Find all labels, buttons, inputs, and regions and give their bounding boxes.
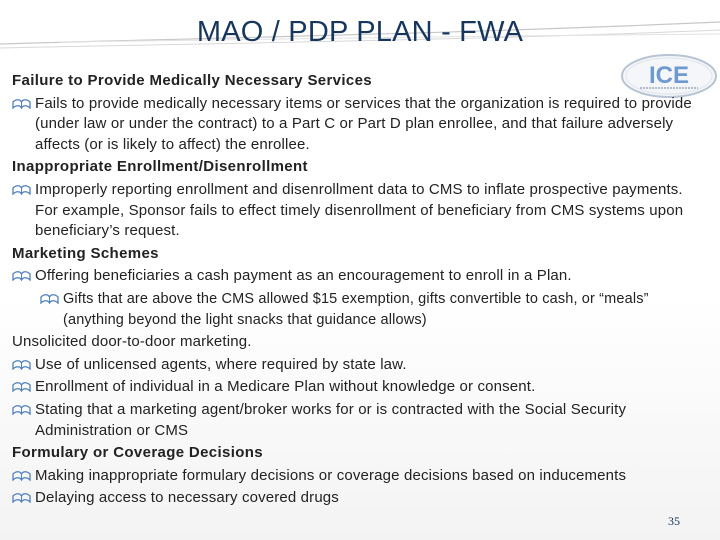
- book-bullet-icon: [12, 99, 31, 109]
- bullet-text: Delaying access to necessary covered drugs: [35, 489, 339, 507]
- bullet-text: Offering beneficiaries a cash payment as an encouragement to enroll in a Plan.: [35, 267, 572, 285]
- body-line: Unsolicited door-to-door marketing.: [12, 333, 252, 351]
- slide-body: [12, 70, 707, 511]
- bullet-text: Stating that a marketing agent/broker works for or is contracted with the Social Security Administration or CMS: [35, 400, 627, 439]
- bullet-item: [12, 400, 707, 441]
- book-bullet-icon: [12, 405, 31, 415]
- section-heading: Marketing Schemes: [12, 244, 159, 262]
- bullet-text: Enrollment of individual in a Medicare Plan without knowledge or consent.: [35, 378, 536, 396]
- bullet-item: [12, 466, 707, 487]
- bullet-item: [12, 355, 707, 376]
- logo-text: ICE: [648, 62, 690, 89]
- bullet-item: [12, 377, 707, 398]
- section-heading: Inappropriate Enrollment/Disenrollment: [12, 158, 308, 176]
- bullet-text: Making inappropriate formulary decisions or coverage decisions based on inducements: [35, 466, 627, 484]
- section-heading: Formulary or Coverage Decisions: [12, 444, 263, 462]
- bullet-item: [12, 266, 707, 287]
- book-bullet-icon: [12, 360, 31, 370]
- bullet-item: [12, 94, 707, 156]
- slide-title: MAO / PDP PLAN - FWA: [196, 16, 524, 48]
- bullet-text: Use of unlicensed agents, where required by state law.: [35, 355, 407, 373]
- section-heading: Failure to Provide Medically Necessary Services: [12, 72, 372, 89]
- bullet-item: [12, 488, 707, 509]
- bullet-text: Fails to provide medically necessary items or services that the organization is required to provide (under law or under the contract) to a Part C or Part D plan enrollee, and that failure adversely affects (or is likely to affect) the enrollee.: [35, 94, 692, 153]
- bullet-text: Improperly reporting enrollment and disenrollment data to CMS to inflate prospective payments. For example, Sponsor fails to effect timely disenrollment of beneficiary from CMS systems upon beneficiary’s request.: [35, 180, 684, 240]
- book-bullet-icon: [12, 185, 31, 195]
- book-bullet-icon: [12, 493, 31, 503]
- bullet-item: [12, 180, 707, 242]
- book-bullet-icon: [40, 294, 59, 304]
- page-number: 35: [668, 514, 680, 528]
- sub-bullet-item: [12, 289, 707, 330]
- bullet-text: Gifts that are above the CMS allowed $15 exemption, gifts convertible to cash, or “meals” (anything beyond the light snacks that guidance allows): [63, 290, 649, 328]
- book-bullet-icon: [12, 271, 31, 281]
- book-bullet-icon: [12, 471, 31, 481]
- book-bullet-icon: [12, 382, 31, 392]
